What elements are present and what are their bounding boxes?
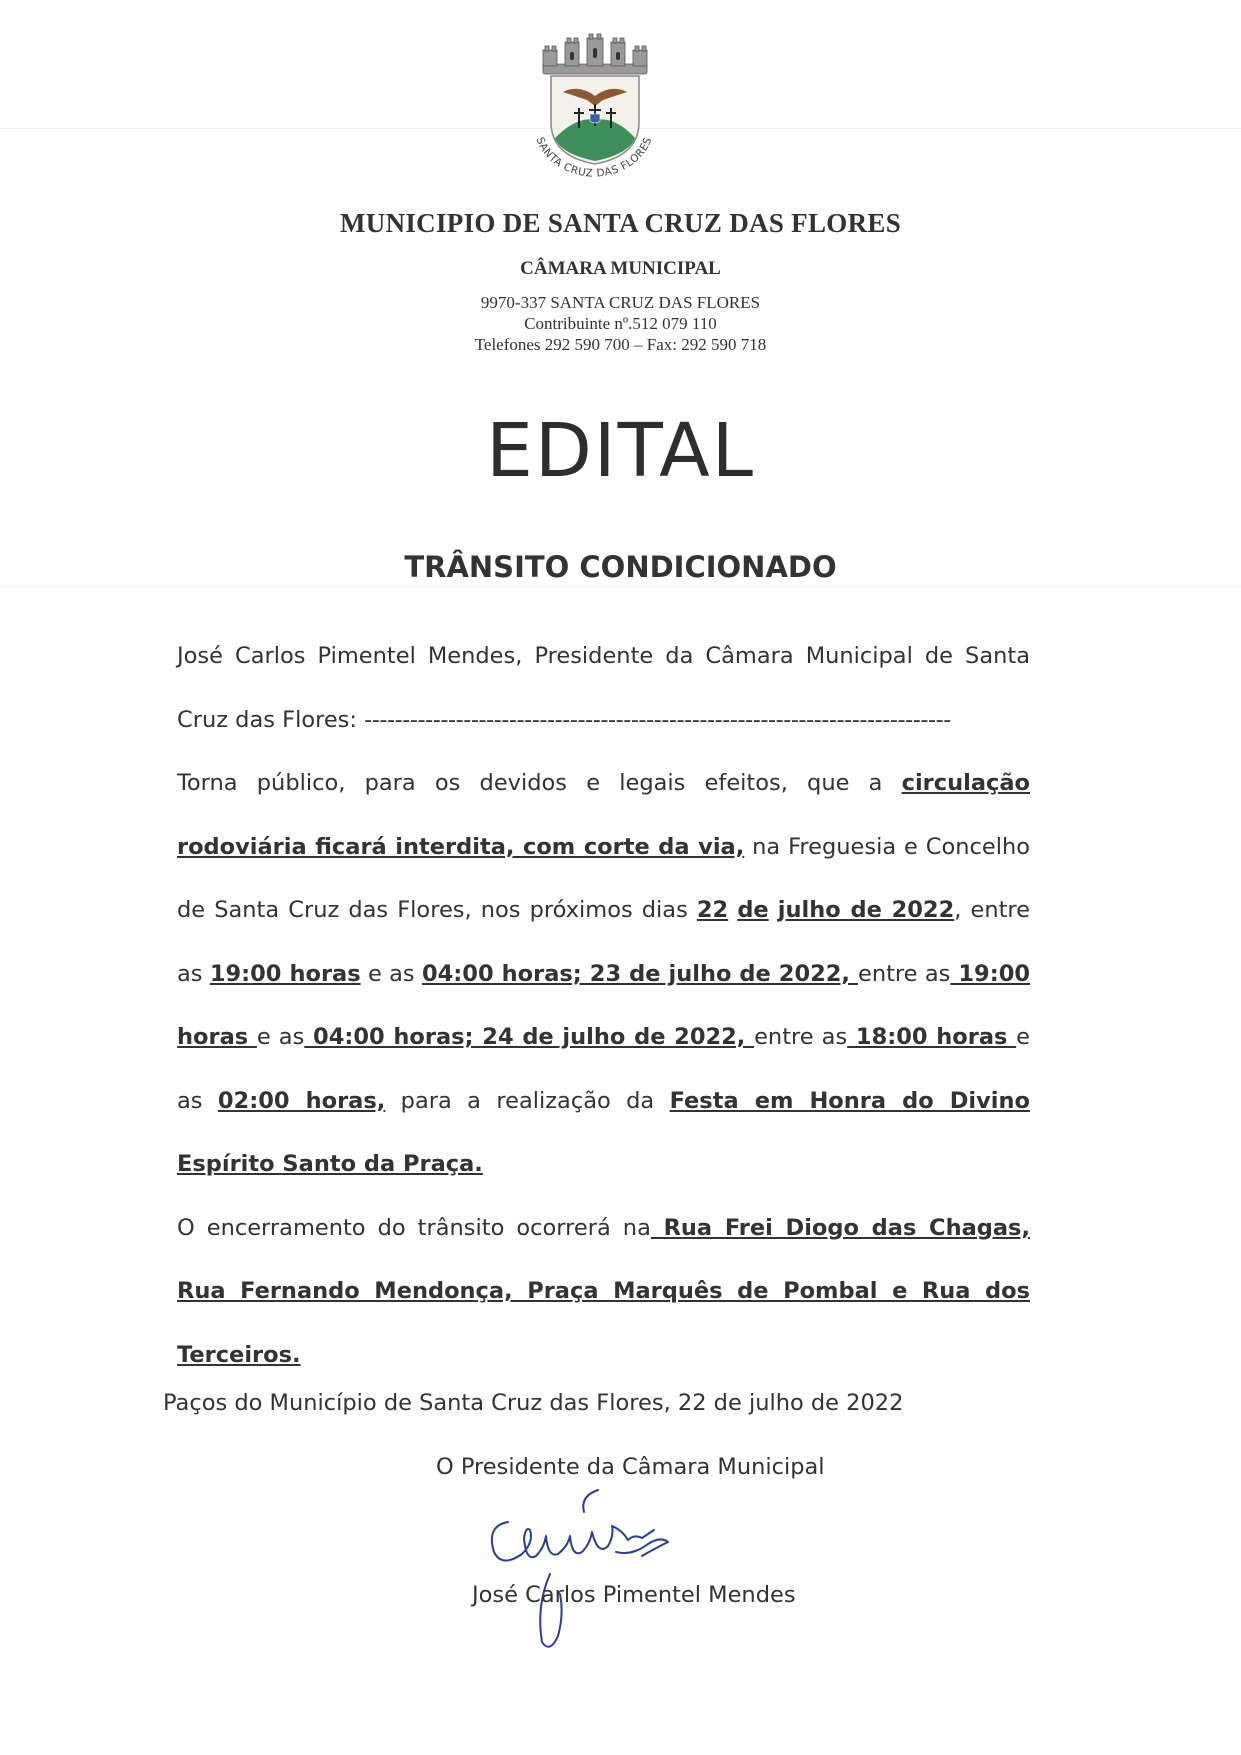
emphasis-run: 18:00 horas [847,1024,1017,1050]
emphasis-run: 04:00 horas; 24 de julho de 2022, [304,1024,755,1050]
paragraph-closure [177,1197,1030,1388]
intro-text: José Carlos Pimentel Mendes, Presidente da Câmara Municipal de Santa Cruz das Flores: [177,643,1030,733]
postal-address: 9970-337 SANTA CRUZ DAS FLORES [480,293,761,312]
document-subtitle: TRÂNSITO CONDICIONADO [404,550,837,584]
contact-block [0,292,1241,355]
text-run: , entre as [177,897,1030,987]
text-run: Torna público, para os devidos e legais efeitos, que a [177,770,902,796]
paragraph-announcement [177,752,1030,1197]
document-title: EDITAL [486,408,755,494]
text-run: e as [256,1024,305,1050]
signer-name: José Carlos Pimentel Mendes [472,1582,796,1608]
notice-body [177,625,1030,1387]
scan-artifact-line [0,586,1241,587]
emphasis-run: de [737,897,769,923]
dash-filler: ----------------------------------------------------------------------------- [364,706,951,733]
municipality-name: MUNICIPIO DE SANTA CRUZ DAS FLORES [339,208,902,238]
emphasis-run: 02:00 horas, [217,1087,386,1114]
text-run: na Freguesia e Concelho de Santa Cruz das Flores, nos próximos dias [177,833,1030,923]
emphasis-run: julho de 2022 [777,897,955,923]
text-run: e as [360,960,422,987]
emphasis-run: 22 [696,897,729,923]
text-run: O encerramento do trânsito ocorrerá na [177,1214,651,1241]
signer-title: O Presidente da Câmara Municipal [436,1454,825,1480]
emphasis-run: 19:00 horas [209,960,361,987]
emphasis-run: circulação rodoviária ficará interdita, com corte da via, [177,770,1030,860]
text-run: e as [177,1024,1031,1114]
emphasis-run: Festa em Honra do Divino Espírito Santo da Praça. [177,1087,1031,1177]
department-name: CÂMARA MUNICIPAL [520,258,721,279]
text-run: para a realização da [385,1087,670,1114]
taxpayer-number: Contribuinte nº.512 079 110 [524,314,717,333]
emphasis-run: Rua Frei Diogo das Chagas, Rua Fernando Mendonça, Praça Marquês de Pombal e Rua dos Terceiros. [177,1214,1030,1368]
municipal-coat-of-arms [519,30,669,188]
emphasis-run: 04:00 horas; 23 de julho de 2022, [422,960,858,987]
crest-motto: SANTA CRUZ DAS FLORES [533,135,655,180]
phone-fax: Telefones 292 590 700 – Fax: 292 590 718 [474,335,767,354]
handwritten-signature [472,1486,702,1656]
paragraph-intro [177,625,1030,752]
emphasis-run: 19:00 horas [177,960,1031,1050]
place-and-date: Paços do Município de Santa Cruz das Flores, 22 de julho de 2022 [163,1390,904,1416]
text-run: entre as [754,1024,848,1050]
text-run [769,897,778,923]
text-run: entre as [858,960,951,987]
text-run [728,897,737,923]
